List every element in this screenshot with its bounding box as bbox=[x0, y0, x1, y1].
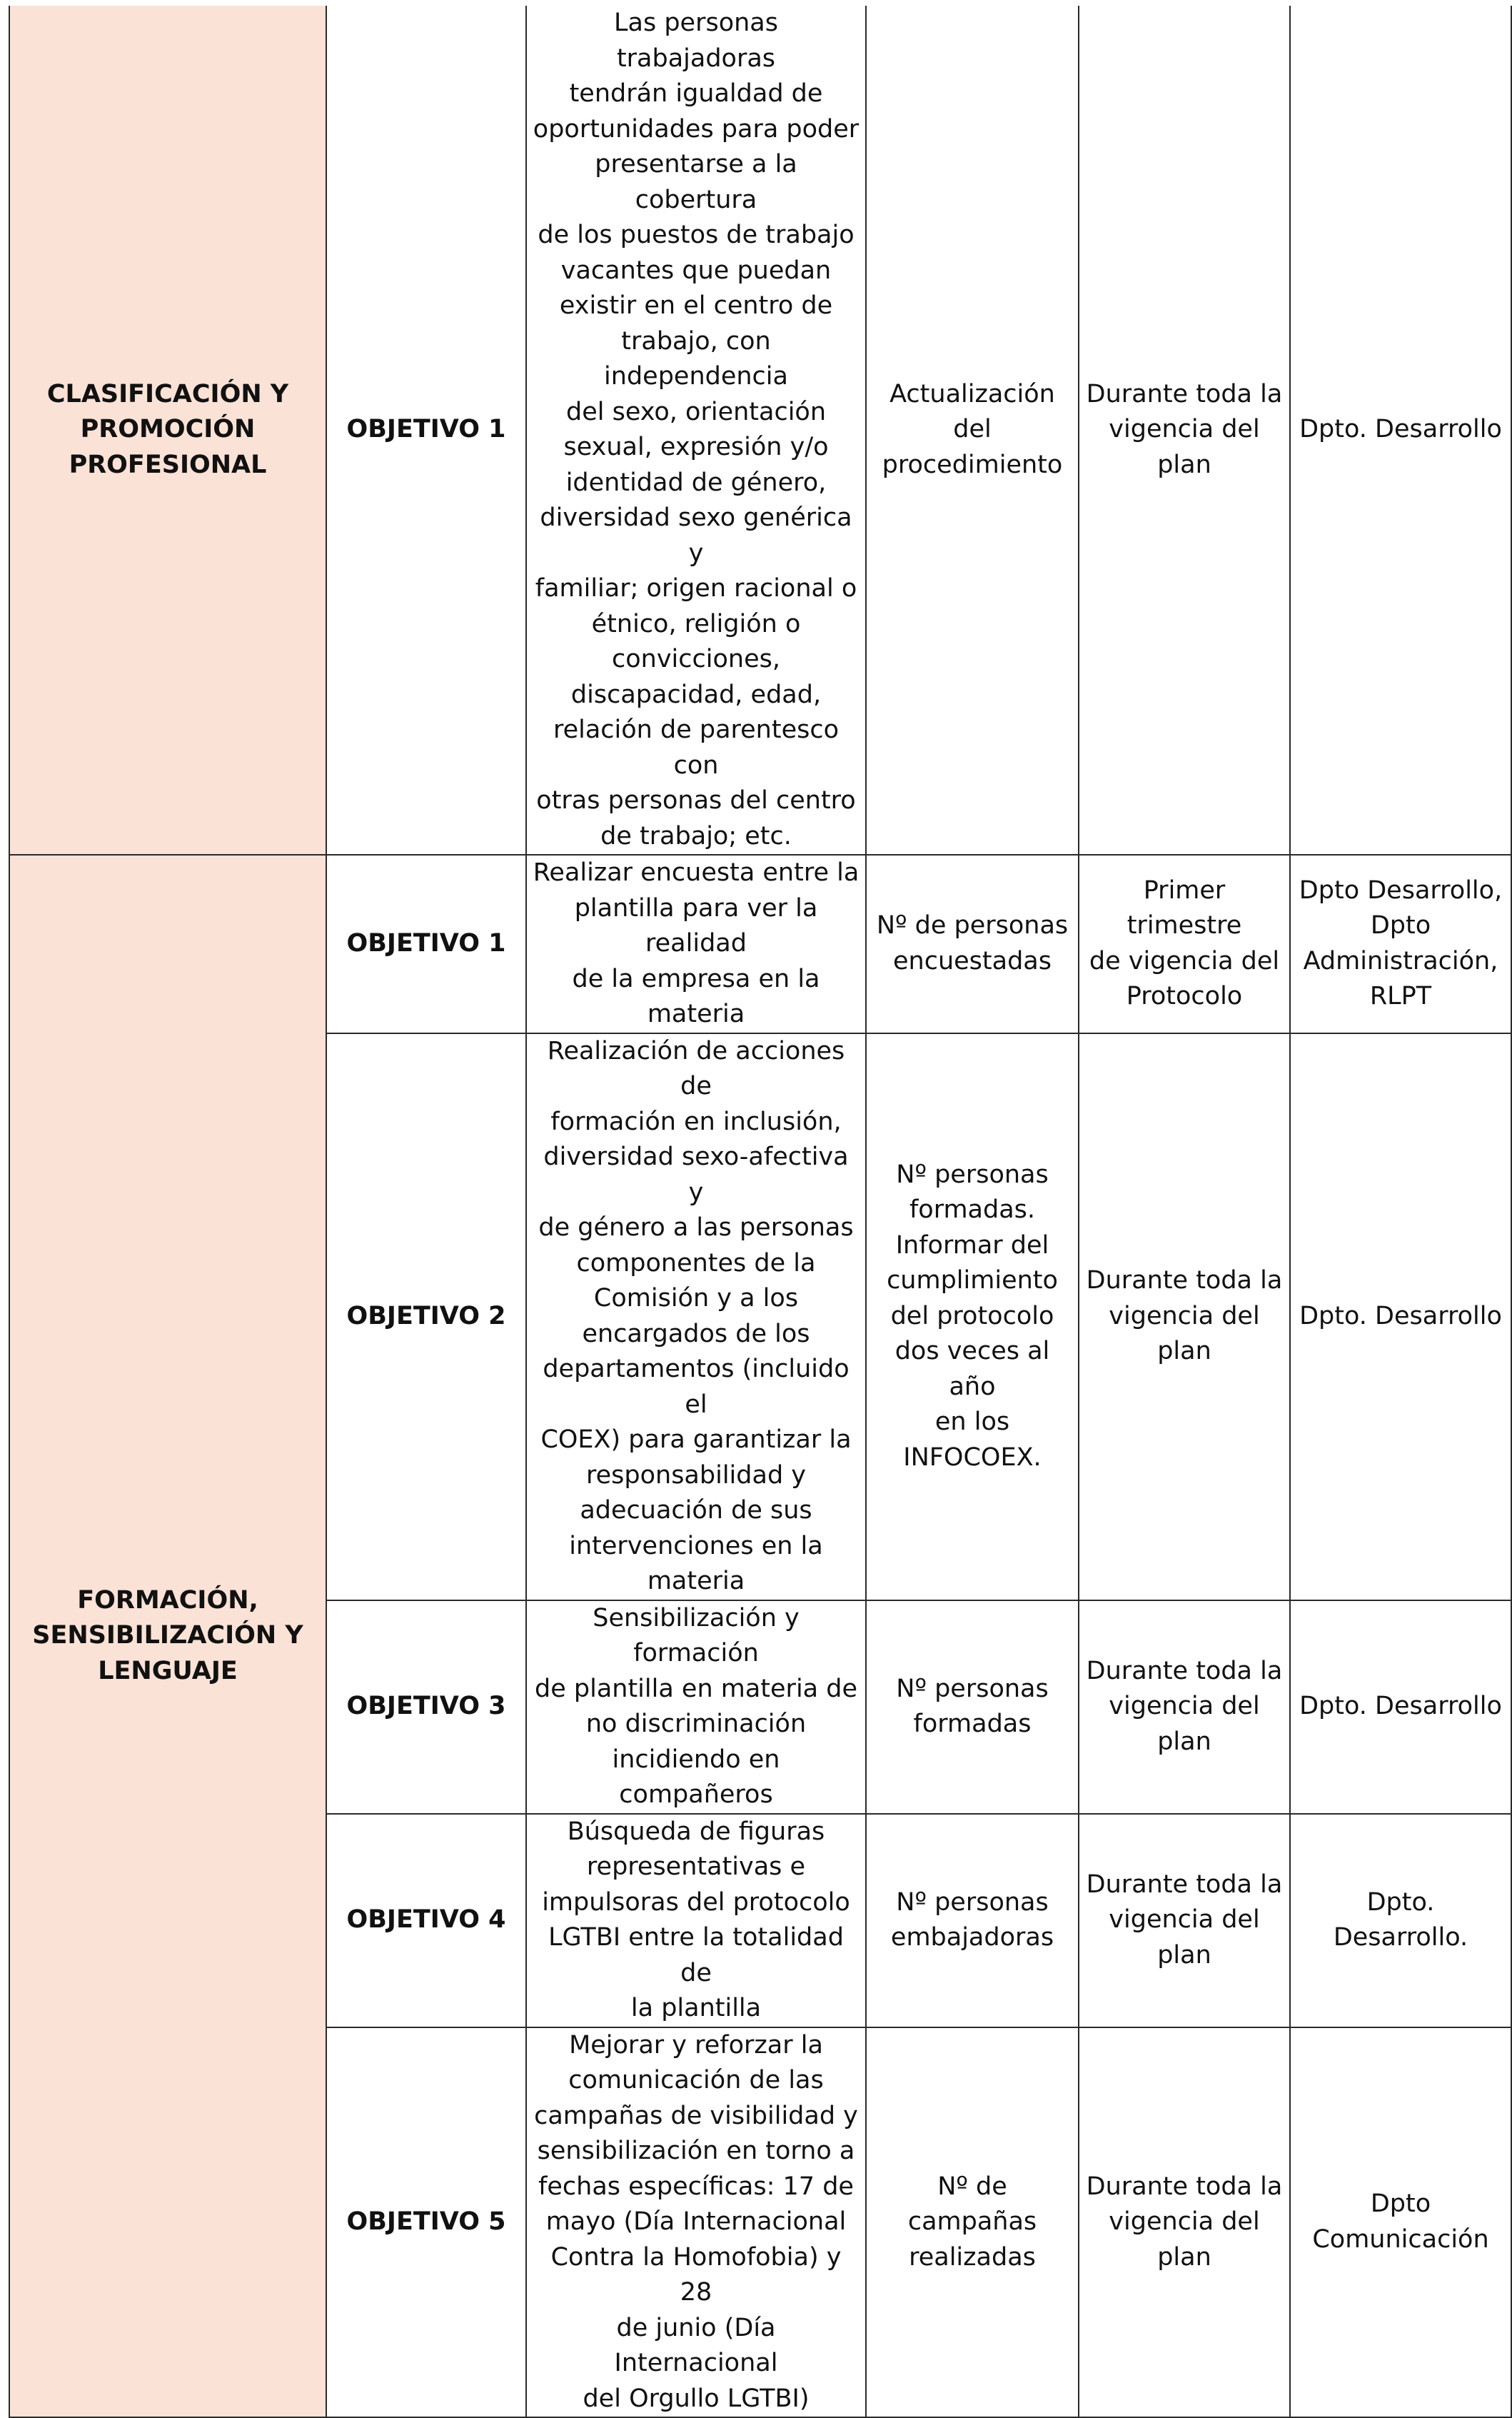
objective-label: OBJETIVO 1 bbox=[346, 415, 506, 444]
responsible-cell bbox=[1290, 6, 1511, 855]
timing-text: Durante toda la vigencia del plan bbox=[1086, 2172, 1283, 2272]
area-label: CLASIFICACIÓN Y PROMOCIÓN PROFESIONAL bbox=[46, 379, 289, 479]
action-cell bbox=[526, 1814, 866, 2027]
objective-cell bbox=[326, 1600, 526, 1814]
timing-cell bbox=[1079, 855, 1290, 1033]
indicator-text: Nº personas embajadoras bbox=[890, 1887, 1054, 1952]
responsible-cell bbox=[1290, 855, 1511, 1033]
action-cell bbox=[526, 855, 866, 1033]
objective-cell bbox=[326, 1814, 526, 2027]
indicator-text: Nº de personas encuestadas bbox=[876, 911, 1069, 975]
indicator-cell bbox=[866, 1814, 1079, 2027]
objective-cell bbox=[326, 855, 526, 1033]
indicator-cell bbox=[866, 1600, 1079, 1814]
objective-label: OBJETIVO 3 bbox=[346, 1692, 506, 1721]
objective-cell bbox=[326, 6, 526, 855]
timing-text: Durante toda la vigencia del plan bbox=[1086, 1870, 1283, 1970]
timing-cell bbox=[1079, 1600, 1290, 1814]
responsible-cell bbox=[1290, 2027, 1511, 2418]
responsible-text: Dpto. Desarrollo bbox=[1299, 1692, 1502, 1721]
objective-label: OBJETIVO 4 bbox=[346, 1905, 506, 1935]
responsible-text: Dpto Desarrollo, Dpto Administración, RLPT bbox=[1299, 876, 1503, 1011]
timing-text: Primer trimestre de vigencia del Protocolo bbox=[1089, 876, 1280, 1011]
indicator-text: Nº de campañas realizadas bbox=[907, 2172, 1037, 2272]
objective-cell bbox=[326, 2027, 526, 2418]
responsible-text: Dpto. Desarrollo bbox=[1299, 415, 1502, 444]
action-text: Búsqueda de figuras representativas e impulsoras del protocolo LGTBI entre la totalidad de la plantilla bbox=[542, 1817, 850, 2022]
objective-cell bbox=[326, 1033, 526, 1600]
action-plan-table bbox=[9, 6, 1512, 2418]
action-text: Realización de acciones de formación en inclusión, diversidad sexo-afectiva y de género a las personas componentes de la Comisión y a los encargados de los departamentos (incluido el COEX) para garantizar la responsabilidad y adecuación de sus intervenciones en la materia bbox=[538, 1036, 854, 1595]
indicator-text: Nº personas formadas. Informar del cumplimiento del protocolo dos veces al año en los INFOCOEX. bbox=[887, 1160, 1058, 1472]
timing-text: Durante toda la vigencia del plan bbox=[1086, 1656, 1283, 1756]
action-cell bbox=[526, 1033, 866, 1600]
objective-label: OBJETIVO 1 bbox=[346, 929, 506, 958]
indicator-cell bbox=[866, 1033, 1079, 1600]
indicator-text: Nº personas formadas bbox=[896, 1674, 1049, 1738]
action-text: Sensibilización y formación de plantilla en materia de no discriminación incidiendo en compañeros bbox=[535, 1603, 857, 1809]
action-cell bbox=[526, 6, 866, 855]
area-label: FORMACIÓN, SENSIBILIZACIÓN Y LENGUAJE bbox=[32, 1585, 303, 1685]
timing-text: Durante toda la vigencia del plan bbox=[1086, 379, 1283, 479]
objective-label: OBJETIVO 2 bbox=[346, 1301, 506, 1330]
area-cell bbox=[9, 855, 326, 2417]
timing-cell bbox=[1079, 2027, 1290, 2418]
responsible-cell bbox=[1290, 1600, 1511, 1814]
indicator-cell bbox=[866, 6, 1079, 855]
responsible-text: Dpto. Desarrollo. bbox=[1333, 1887, 1468, 1952]
timing-cell bbox=[1079, 1033, 1290, 1600]
timing-cell bbox=[1079, 1814, 1290, 2027]
action-text: Las personas trabajadoras tendrán igualdad de oportunidades para poder presentarse a la cobertura de los puestos de trabajo vacantes que puedan existir en el centro de trabajo, con independencia del sexo, orientación sexual, expresión y/o identidad de género, diversidad sexo genérica y familiar; origen racional o étnico, religión o convicciones, discapacidad, edad, relación de parentesco con otras personas del centro de trabajo; etc. bbox=[533, 9, 860, 851]
table-row bbox=[9, 855, 1511, 1033]
indicator-cell bbox=[866, 2027, 1079, 2418]
indicator-cell bbox=[866, 855, 1079, 1033]
area-cell bbox=[9, 6, 326, 855]
action-text: Mejorar y reforzar la comunicación de las campañas de visibilidad y sensibilización en torno a fechas específicas: 17 de mayo (Día Internacional Contra la Homofobia) y 28 de junio (Día Internacional del Orgullo LGTBI) bbox=[534, 2030, 858, 2413]
timing-cell bbox=[1079, 6, 1290, 855]
timing-text: Durante toda la vigencia del plan bbox=[1086, 1266, 1283, 1366]
responsible-text: Dpto Comunicación bbox=[1312, 2189, 1489, 2254]
indicator-text: Actualización del procedimiento bbox=[882, 379, 1063, 479]
action-cell bbox=[526, 1600, 866, 1814]
responsible-cell bbox=[1290, 1814, 1511, 2027]
responsible-cell bbox=[1290, 1033, 1511, 1600]
table-row bbox=[9, 6, 1511, 855]
action-cell bbox=[526, 2027, 866, 2418]
responsible-text: Dpto. Desarrollo bbox=[1299, 1301, 1502, 1330]
action-text: Realizar encuesta entre la plantilla para ver la realidad de la empresa en la materia bbox=[533, 858, 860, 1028]
objective-label: OBJETIVO 5 bbox=[346, 2207, 506, 2236]
